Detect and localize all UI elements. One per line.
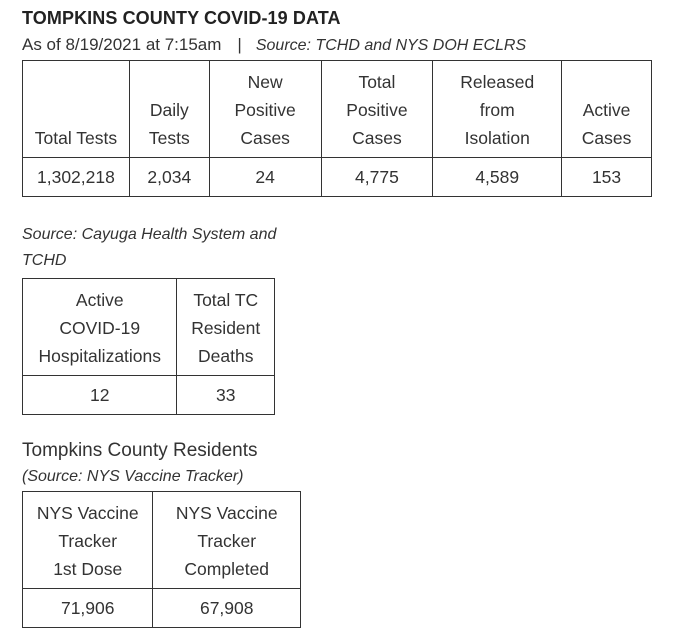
hospital-source-note: Source: Cayuga Health System and TCHD xyxy=(22,226,277,269)
header-completed: NYS Vaccine Tracker Completed xyxy=(153,492,301,589)
separator: | xyxy=(237,35,242,54)
hospitalizations-table xyxy=(22,278,275,415)
table-header-row xyxy=(23,61,652,158)
as-of-timestamp: As of 8/19/2021 at 7:15am xyxy=(22,35,222,54)
table-row xyxy=(23,589,301,628)
header-new-positive-cases: New Positive Cases xyxy=(209,61,321,158)
value-total-positive-cases: 4,775 xyxy=(321,158,433,197)
header-resident-deaths: Total TC Resident Deaths xyxy=(177,279,275,376)
table-row xyxy=(23,376,275,415)
header-active-cases: Active Cases xyxy=(562,61,652,158)
value-first-dose: 71,906 xyxy=(23,589,153,628)
section-title-residents: Tompkins County Residents xyxy=(22,440,258,461)
vaccine-table xyxy=(22,491,301,628)
value-released-from-isolation: 4,589 xyxy=(433,158,562,197)
table-row xyxy=(23,158,652,197)
header-total-tests: Total Tests xyxy=(23,61,130,158)
value-total-tests: 1,302,218 xyxy=(23,158,130,197)
header-daily-tests: Daily Tests xyxy=(129,61,209,158)
covid-cases-table xyxy=(22,60,652,197)
value-daily-tests: 2,034 xyxy=(129,158,209,197)
value-resident-deaths: 33 xyxy=(177,376,275,415)
page-title: TOMPKINS COUNTY COVID-19 DATA xyxy=(22,8,341,28)
value-new-positive-cases: 24 xyxy=(209,158,321,197)
table-header-row xyxy=(23,492,301,589)
value-completed: 67,908 xyxy=(153,589,301,628)
vaccine-source-note: (Source: NYS Vaccine Tracker) xyxy=(22,468,244,485)
header-total-positive-cases: Total Positive Cases xyxy=(321,61,433,158)
header-first-dose: NYS Vaccine Tracker 1st Dose xyxy=(23,492,153,589)
as-of-line xyxy=(22,35,526,55)
header-released-from-isolation: Released from Isolation xyxy=(433,61,562,158)
value-active-hospitalizations: 12 xyxy=(23,376,177,415)
source-note: Source: TCHD and NYS DOH ECLRS xyxy=(255,37,527,54)
header-active-hospitalizations: Active COVID-19 Hospitalizations xyxy=(23,279,177,376)
table-header-row xyxy=(23,279,275,376)
value-active-cases: 153 xyxy=(562,158,652,197)
